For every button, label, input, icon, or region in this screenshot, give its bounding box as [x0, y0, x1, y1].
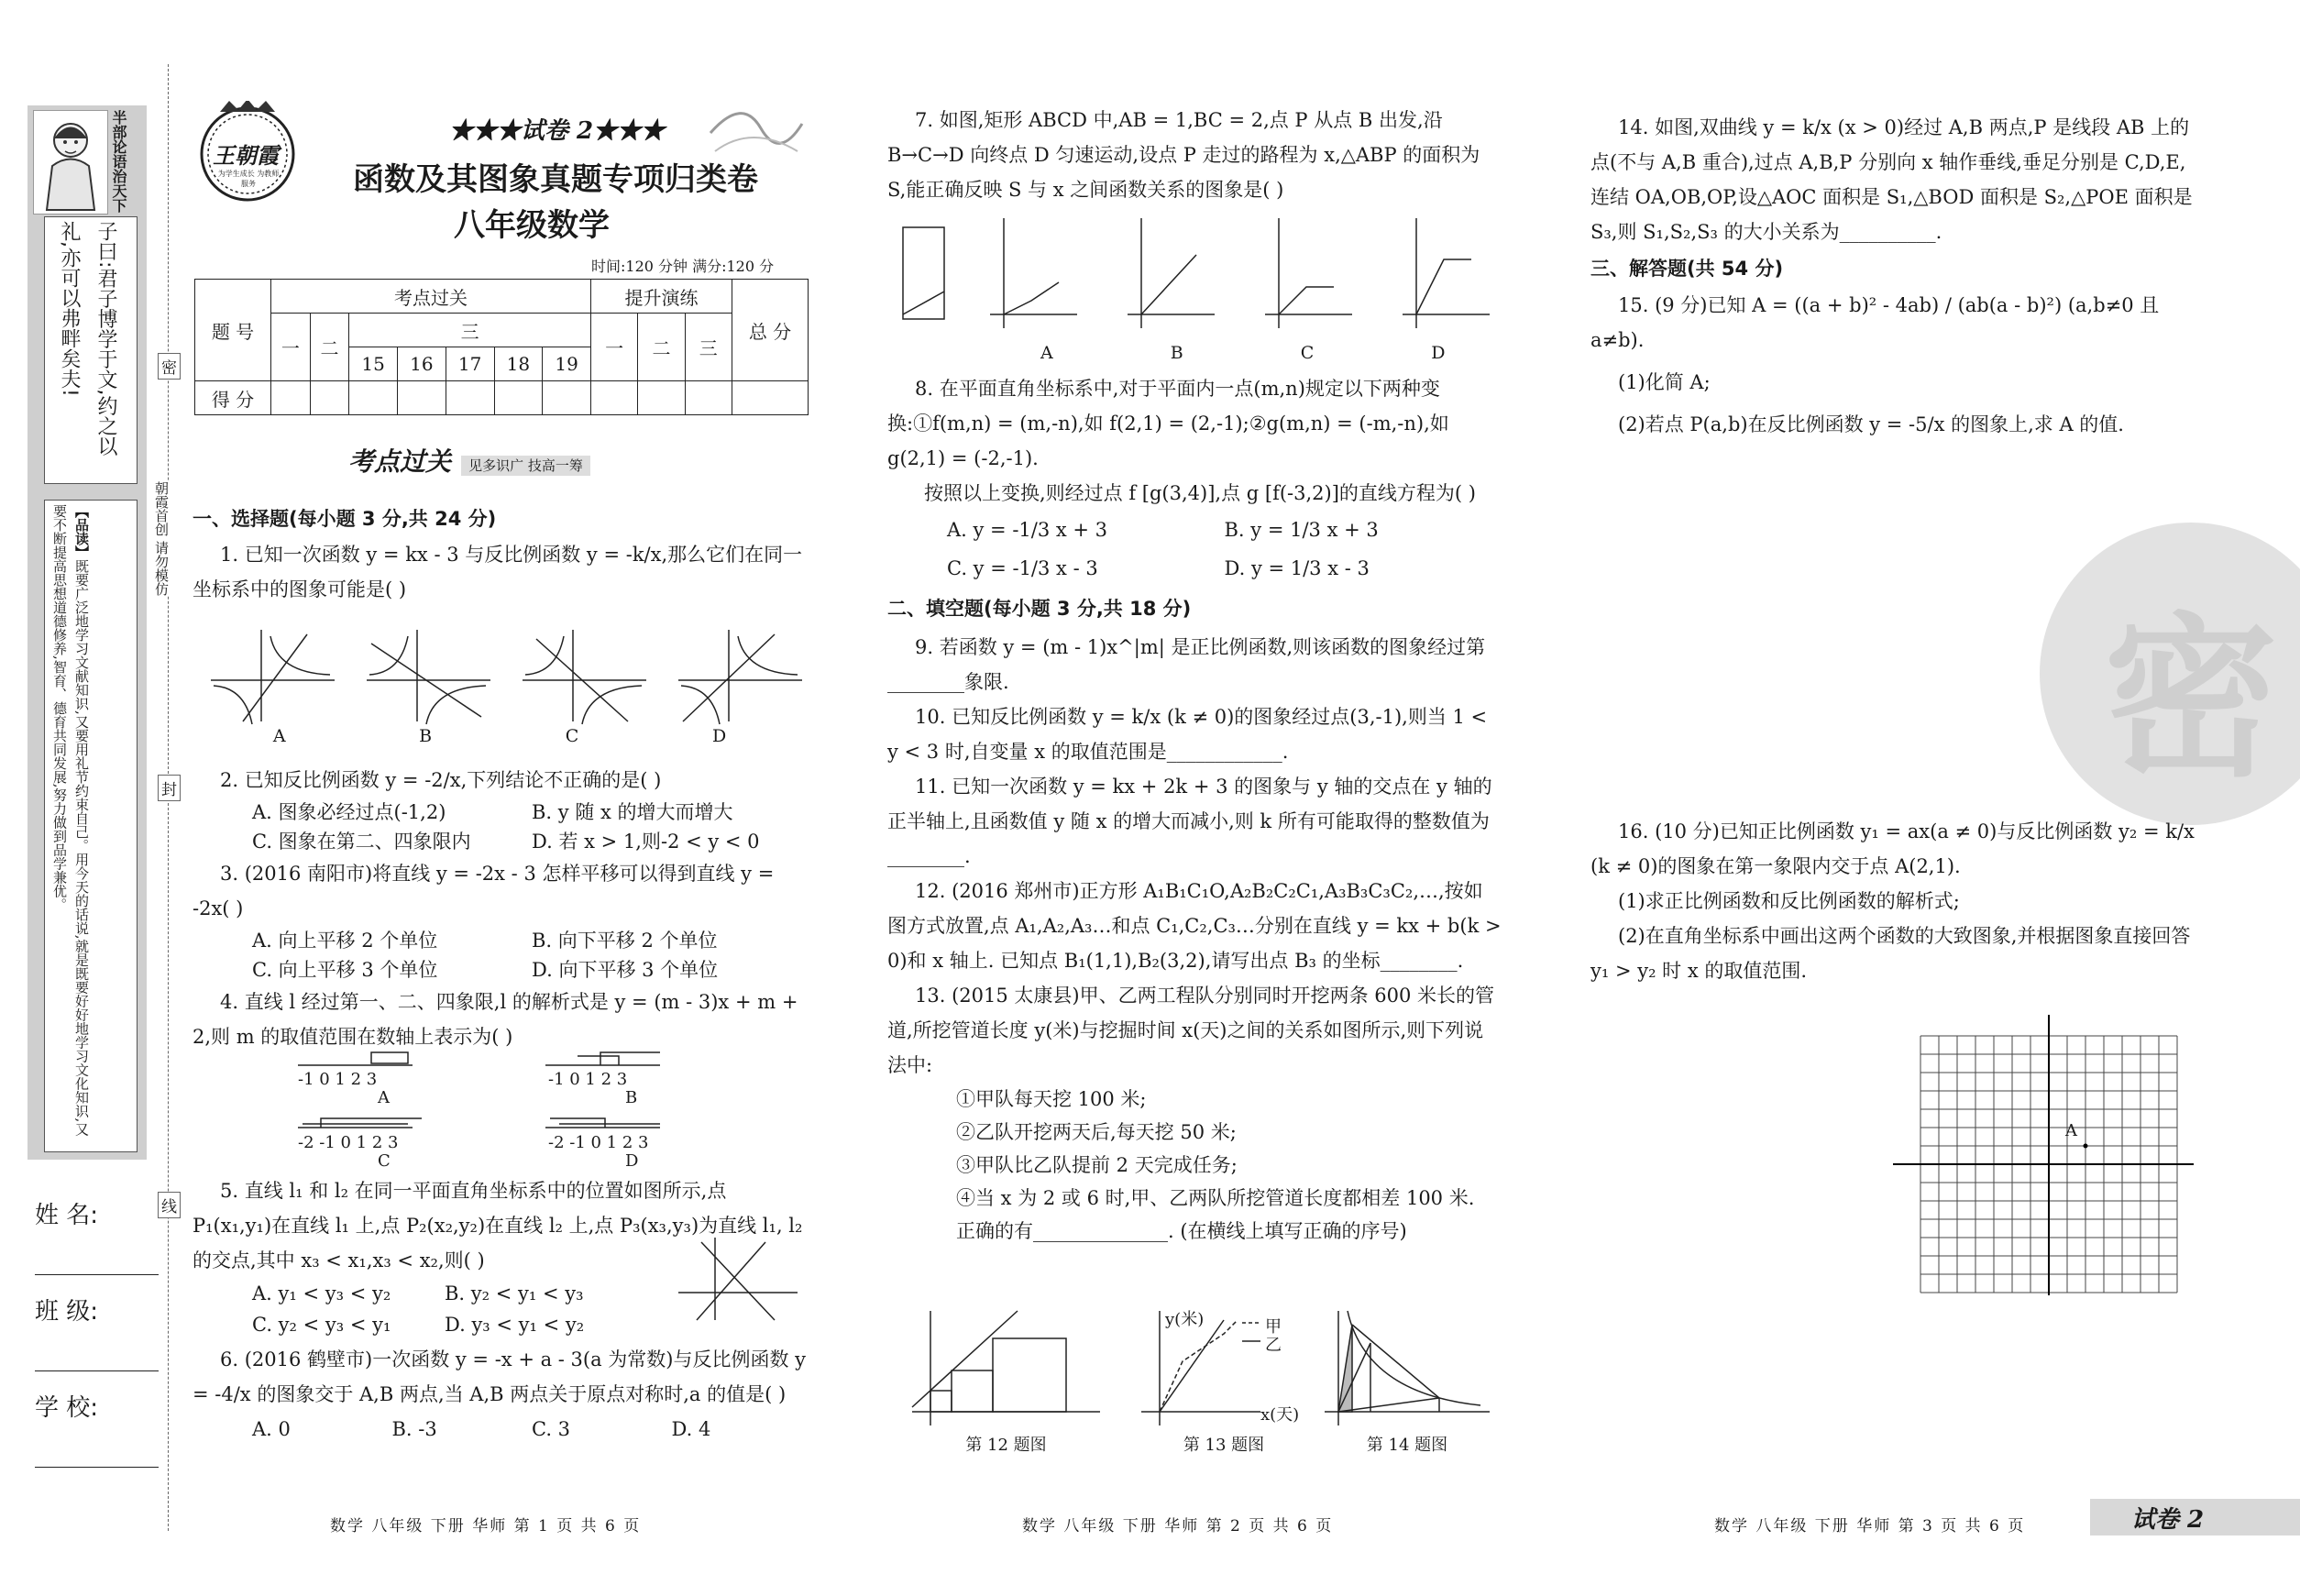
- seal-mark-3: 线: [158, 1192, 181, 1218]
- q7-label-a: A: [1040, 343, 1053, 363]
- q5-option-a: A. y₁ < y₃ < y₂: [252, 1282, 391, 1304]
- page1-body: [193, 504, 811, 607]
- adv-col-1: 一: [591, 314, 638, 381]
- q4-label-d: D: [625, 1151, 639, 1171]
- page3-q16: [1590, 814, 2195, 988]
- question-7: 7. 如图,矩形 ABCD 中,AB = 1,BC = 2,点 P 从点 B 出发,沿 B→C→D 向终点 D 匀速运动,设点 P 走过的路程为 x,△ABP 的面积为 S,能正确反映 S 与 x 之间函数关系的图象是( ): [887, 109, 1480, 201]
- q16-part-2: (2)在直角坐标系中画出这两个函数的大致图象,并根据图象直接回答 y₁ > y₂ 时 x 的取值范围.: [1590, 925, 2191, 982]
- q4-ticks-c: -2 -1 0 1 2 3: [298, 1133, 399, 1152]
- fig-13: [1132, 1306, 1315, 1455]
- question-11: 11. 已知一次函数 y = kx + 2k + 3 的图象与 y 轴的交点在 y 轴的正半轴上,且函数值 y 随 x 的增大而减小,则 k 所有可能取得的整数值为________.: [887, 776, 1492, 867]
- logo-small: 为学生成长 为教师服务: [217, 170, 280, 188]
- q4-label-c: C: [378, 1151, 391, 1171]
- quote-box: [44, 216, 138, 484]
- question-16: 16. (10 分)已知正比例函数 y₁ = ax(a ≠ 0)与反比例函数 y₂ = k/x (k ≠ 0)的图象在第一象限内交于点 A(2,1).: [1590, 820, 2195, 877]
- q3-option-c: C. 向上平移 3 个单位: [252, 959, 438, 981]
- question-9: 9. 若函数 y = (m - 1)x^|m| 是正比例函数,则该函数的图象经过第________象限.: [887, 636, 1486, 693]
- sub-col: 17: [446, 347, 494, 381]
- question-15: 15. (9 分)已知 A = ((a + b)² - 4ab) / (ab(a - b)²) (a,b≠0 且 a≠b).: [1590, 294, 2160, 351]
- q4-label-b: B: [625, 1088, 638, 1107]
- banner-title: 考点过关: [348, 446, 452, 477]
- question-2: 2. 已知反比例函数 y = -2/x,下列结论不正确的是( ): [220, 769, 662, 791]
- q2-option-a: A. 图象必经过点(-1,2): [252, 801, 446, 823]
- time-info: 时间:120 分钟 满分:120 分: [591, 258, 775, 275]
- q7-figures: [885, 209, 1508, 365]
- score-cell[interactable]: [685, 381, 732, 415]
- seal-mark-2: 封: [158, 775, 181, 801]
- grid-point-a: A: [2065, 1121, 2077, 1140]
- score-cell[interactable]: [543, 381, 591, 415]
- fig12-caption: 第 12 题图: [965, 1436, 1047, 1455]
- q6-option-a: A. 0: [252, 1418, 291, 1440]
- logo-text: 王朝霞: [213, 142, 279, 169]
- watermark-seal: [2040, 523, 2300, 825]
- question-8: 8. 在平面直角坐标系中,对于平面内一点(m,n)规定以下两种变换:①f(m,n) = (m,-n),如 f(2,1) = (2,-1);②g(m,n) = (-m,-n),如 g(2,1) = (-2,-1).: [887, 378, 1449, 469]
- page3-body: [1590, 110, 2195, 442]
- page1-footer: 数学 八年级 下册 华师 第 1 页 共 6 页: [330, 1517, 642, 1535]
- score-cell[interactable]: [446, 381, 494, 415]
- q1-graphs: [206, 625, 811, 754]
- row-label-score: 得 分: [195, 381, 271, 415]
- total-label: 总 分: [732, 280, 809, 381]
- q15-part-2: (2)若点 P(a,b)在反比例函数 y = -5/x 的图象上,求 A 的值.: [1618, 413, 2124, 435]
- question-10: 10. 已知反比例函数 y = k/x (k ≠ 0)的图象经过点(3,-1),则当 1 < y < 3 时,自变量 x 的取值范围是____________.: [887, 706, 1488, 763]
- q5-figure: [674, 1233, 802, 1325]
- sub-col: 19: [543, 347, 591, 381]
- sub-col: 15: [349, 347, 398, 381]
- q13-answer: 正确的有______________. (在横线上填写正确的序号): [956, 1220, 1407, 1242]
- col-2: 二: [310, 314, 349, 381]
- fig14-caption: 第 14 题图: [1366, 1436, 1448, 1455]
- group-advance: 提升演练: [591, 280, 732, 314]
- q3-option-d: D. 向下平移 3 个单位: [532, 959, 719, 981]
- score-cell[interactable]: [638, 381, 685, 415]
- page1-q2-q4: [193, 763, 811, 1054]
- section-2-heading: 二、填空题(每小题 3 分,共 18 分): [887, 598, 1192, 620]
- q16-answer-grid[interactable]: [1893, 1013, 2195, 1297]
- q8-option-a: A. y = -1/3 x + 3: [947, 519, 1108, 541]
- question-1: 1. 已知一次函数 y = kx - 3 与反比例函数 y = -k/x,那么它们在同一坐标系中的图象可能是( ): [193, 544, 803, 600]
- section-3-heading: 三、解答题(共 54 分): [1590, 258, 1784, 280]
- q13-item-2: ②乙队开挖两天后,每天挖 50 米;: [956, 1121, 1237, 1143]
- score-cell[interactable]: [271, 381, 311, 415]
- q1-label-a: A: [272, 726, 286, 746]
- page3-footer: 数学 八年级 下册 华师 第 3 页 共 6 页: [1714, 1517, 2026, 1535]
- q1-label-d: D: [711, 726, 727, 746]
- confucius-quote: 子曰:君子博学于文,约之以礼,亦可以弗畔矣夫!: [58, 221, 117, 457]
- q13-item-4: ④当 x 为 2 或 6 时,甲、乙两队所挖管道长度都相差 100 米.: [956, 1187, 1475, 1209]
- school-field[interactable]: [35, 1389, 159, 1468]
- q13-item-3: ③甲队比乙队提前 2 天完成任务;: [956, 1154, 1238, 1176]
- paper-title: 函数及其图象真题专项归类卷: [353, 161, 758, 198]
- question-12: 12. (2016 郑州市)正方形 A₁B₁C₁O,A₂B₂C₂C₁,A₃B₃C₃C₂,…,按如图方式放置,点 A₁,A₂,A₃…和点 C₁,C₂,C₃…分别在直线 y = kx + b(k > 0)和 x 轴上. 已知点 B₁(1,1),B₂(3,2),请写出点 B₃ 的坐标________.: [887, 880, 1502, 972]
- group-basic: 考点过关: [271, 280, 591, 314]
- school-label: 学 校:: [35, 1394, 99, 1422]
- name-label: 姓 名:: [35, 1202, 99, 1229]
- question-4: 4. 直线 l 经过第一、二、四象限,l 的解析式是 y = (m - 3)x + m + 2,则 m 的取值范围在数轴上表示为( ): [193, 991, 798, 1048]
- q5-option-c: C. y₂ < y₃ < y₁: [252, 1314, 391, 1336]
- col-3: 三: [349, 314, 591, 347]
- name-field[interactable]: [35, 1196, 159, 1275]
- q6-option-c: C. 3: [532, 1418, 571, 1440]
- question-13: 13. (2015 太康县)甲、乙两工程队分别同时开挖两条 600 米长的管道,所挖管道长度 y(米)与挖掘时间 x(天)之间的关系如图所示,则下列说法中:: [887, 985, 1495, 1076]
- fig13-y-unit: y(米): [1165, 1310, 1205, 1329]
- corner-label: 试卷 2: [2131, 1506, 2205, 1534]
- q6-option-b: B. -3: [391, 1418, 437, 1440]
- q4-ticks-b: -1 0 1 2 3: [548, 1070, 628, 1089]
- q4-ticks-a: -1 0 1 2 3: [298, 1070, 378, 1089]
- q2-option-b: B. y 随 x 的增大而增大: [532, 801, 733, 823]
- q2-option-d: D. 若 x > 1,则-2 < y < 0: [532, 831, 760, 853]
- q8-option-b: B. y = 1/3 x + 3: [1224, 519, 1379, 541]
- fig13-x-unit: x(天): [1260, 1405, 1300, 1425]
- reading-box: [44, 500, 138, 1152]
- brand-logo: [193, 101, 303, 202]
- q8-option-c: C. y = -1/3 x - 3: [947, 557, 1098, 579]
- q7-label-d: D: [1431, 343, 1446, 363]
- fig13-legend-jia: 甲: [1265, 1317, 1282, 1337]
- col-1: 一: [271, 314, 311, 381]
- fig13-caption: 第 13 题图: [1183, 1436, 1265, 1455]
- class-label: 班 级:: [35, 1298, 99, 1326]
- q1-label-c: C: [565, 726, 579, 746]
- q8-option-d: D. y = 1/3 x - 3: [1224, 557, 1370, 579]
- question-14: 14. 如图,双曲线 y = k/x (x > 0)经过 A,B 两点,P 是线段 AB 上的点(不与 A,B 重合),过点 A,B,P 分别向 x 轴作垂线,垂足分别是 C,D,E,连结 OA,OB,OP,设△AOC 面积是 S₁,△BOD 面积是 S₂,△POE 面积是 S₃,则 S₁,S₂,S₃ 的大小关系为__________.: [1590, 116, 2193, 243]
- fig-14: [1320, 1306, 1494, 1455]
- score-cell[interactable]: [494, 381, 543, 415]
- q6-option-d: D. 4: [671, 1418, 711, 1440]
- q3-option-b: B. 向下平移 2 个单位: [532, 930, 718, 952]
- score-cell[interactable]: [349, 381, 398, 415]
- q5-option-d: D. y₃ < y₁ < y₂: [445, 1314, 585, 1336]
- adv-col-2: 二: [638, 314, 685, 381]
- q15-part-1: (1)化简 A;: [1618, 371, 1711, 393]
- section-1-heading: 一、选择题(每小题 3 分,共 24 分): [193, 508, 497, 530]
- q7-label-c: C: [1300, 343, 1315, 363]
- score-table: [194, 279, 809, 415]
- section-banner: [348, 442, 590, 479]
- score-cell[interactable]: [398, 381, 446, 415]
- q7-label-b: B: [1170, 343, 1183, 363]
- q4-label-a: A: [378, 1088, 390, 1107]
- page2-footer: 数学 八年级 下册 华师 第 2 页 共 6 页: [1022, 1517, 1334, 1535]
- watermark-char: 密: [2104, 598, 2279, 800]
- reading-text: 既要广泛地学习文献知识,又要用礼节约束自己。用今天的话说,就是既要好好地学习文化知识,又要不断提高思想道德修养,智育、德育共同发展,努力做到品学兼优。: [51, 504, 90, 1137]
- reading-title: 【品读】: [73, 504, 90, 559]
- paper-number: ★★★试卷 2★★★: [449, 117, 666, 145]
- corner-badge: [2090, 1499, 2300, 1535]
- score-cell[interactable]: [310, 381, 349, 415]
- sub-col: 16: [398, 347, 446, 381]
- q4-ticks-d: -2 -1 0 1 2 3: [548, 1133, 649, 1152]
- fig13-legend-yi: 乙: [1265, 1336, 1282, 1355]
- page2-body: [887, 371, 1502, 1248]
- score-cell[interactable]: [732, 381, 809, 415]
- seal-mark-1: 密: [158, 353, 181, 380]
- page2-q7: [887, 103, 1502, 207]
- point-a: [2084, 1144, 2088, 1149]
- motto-text: 半部论语治天下: [110, 110, 127, 213]
- question-6: 6. (2016 鹤壁市)一次函数 y = -x + a - 3(a 为常数)与反比例函数 y = -4/x 的图象交于 A,B 两点,当 A,B 两点关于原点对称时,a 的值是( ): [193, 1348, 807, 1405]
- q13-item-1: ①甲队每天挖 100 米;: [956, 1088, 1147, 1110]
- paper-subtitle: 八年级数学: [454, 207, 610, 244]
- copyright-note: 朝霞首创 请勿模仿: [153, 481, 170, 596]
- q5-option-b: B. y₂ < y₁ < y₃: [445, 1282, 584, 1304]
- q2-option-c: C. 图象在第二、四象限内: [252, 831, 471, 853]
- banner-slogan: 见多识广 技高一筹: [461, 456, 590, 476]
- adv-col-3: 三: [685, 314, 732, 381]
- row-label-qno: 题 号: [195, 280, 271, 381]
- score-cell[interactable]: [591, 381, 638, 415]
- q16-part-1: (1)求正比例函数和反比例函数的解析式;: [1618, 890, 1960, 912]
- sub-col: 18: [494, 347, 543, 381]
- confucius-figure: [33, 110, 108, 215]
- question-8b: 按照以上变换,则经过点 f [g(3,4)],点 g [f(-3,2)]的直线方程为( ): [924, 482, 1476, 504]
- class-field[interactable]: [35, 1293, 159, 1371]
- fig-12: [908, 1306, 1105, 1455]
- question-5: 5. 直线 l₁ 和 l₂ 在同一平面直角坐标系中的位置如图所示,点 P₁(x₁,y₁)在直线 l₁ 上,点 P₂(x₂,y₂)在直线 l₂ 上,点 P₃(x₃,y₃)为直线 l₁, l₂ 的交点,其中 x₃ < x₁,x₃ < x₂,则( ): [193, 1180, 803, 1271]
- q1-label-b: B: [419, 726, 433, 746]
- question-3: 3. (2016 南阳市)将直线 y = -2x - 3 怎样平移可以得到直线 y = -2x( ): [193, 863, 775, 919]
- q3-option-a: A. 向上平移 2 个单位: [252, 930, 438, 952]
